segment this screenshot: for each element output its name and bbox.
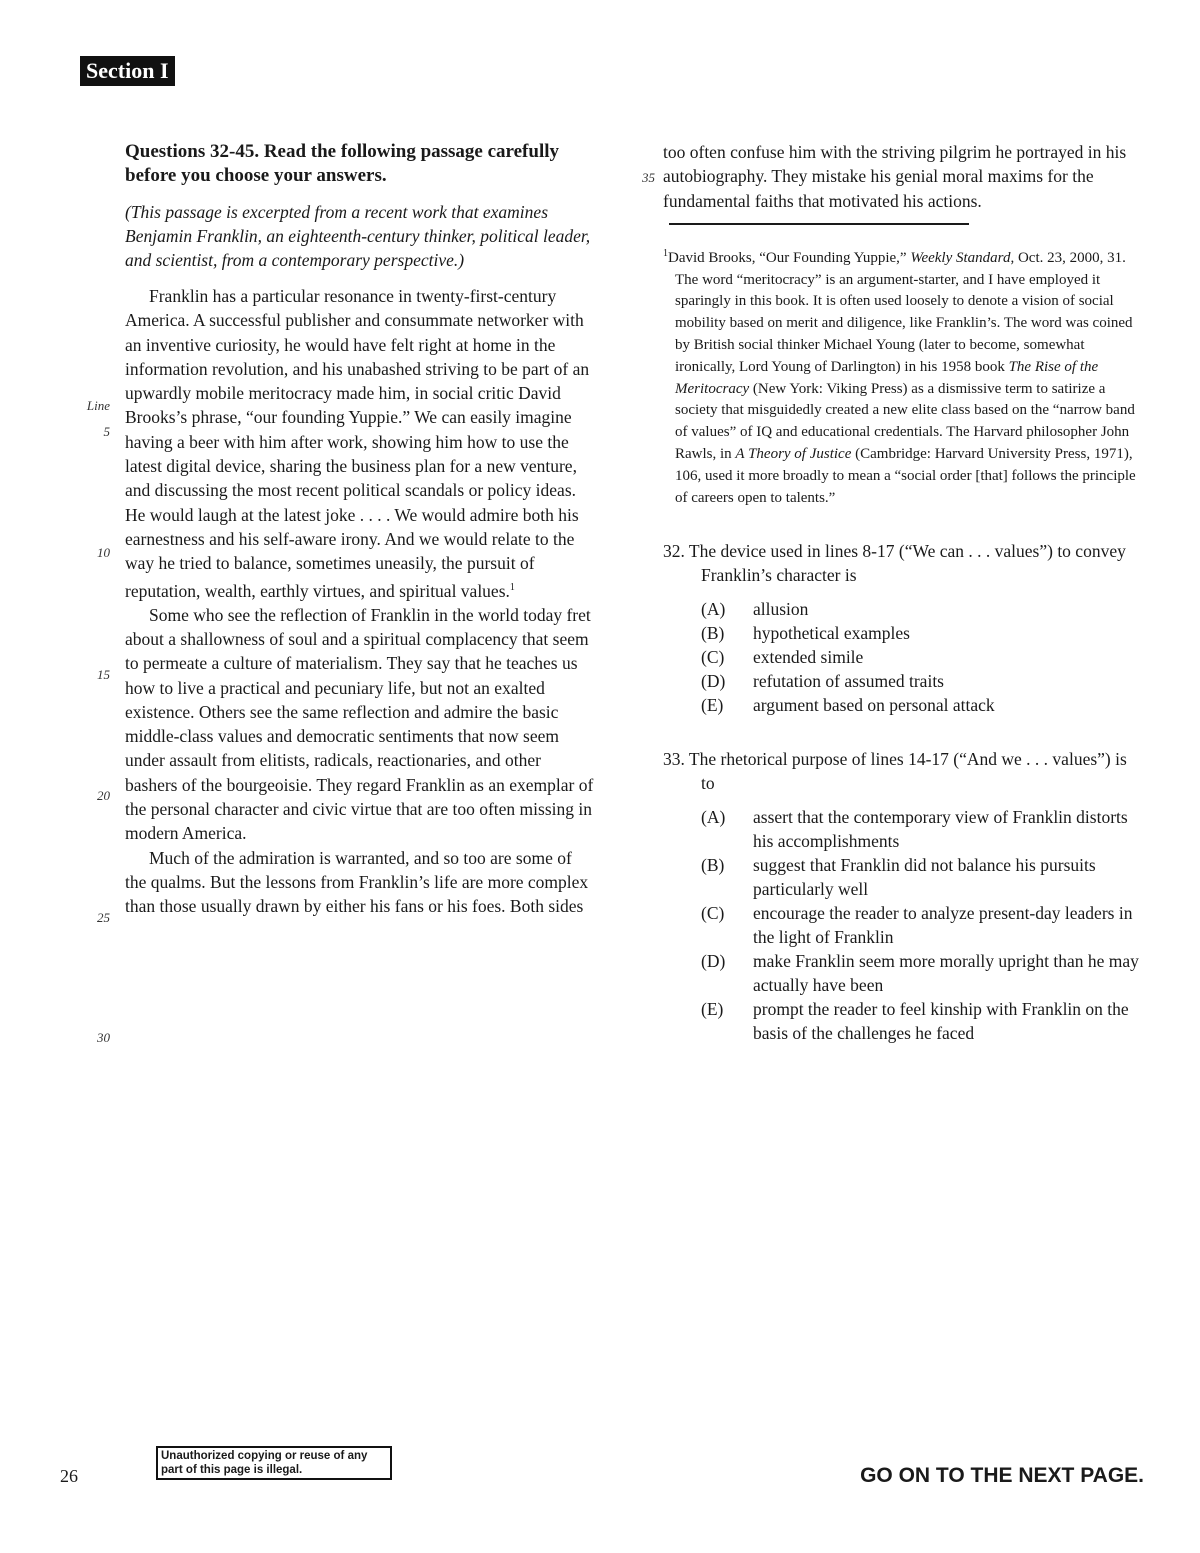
answer-choice[interactable]: [701, 621, 1143, 645]
answer-choice[interactable]: [701, 805, 1143, 853]
answer-choice[interactable]: [701, 901, 1143, 949]
choice-text: make Franklin seem more morally upright than he may actually have been: [753, 951, 1139, 996]
next-page-prompt: GO ON TO THE NEXT PAGE.: [860, 1464, 1144, 1487]
choice-letter: (E): [701, 695, 724, 716]
passage-column: [125, 140, 595, 919]
paragraph-text: Franklin has a particular resonance in twenty-first-century America. A successful publisher and consummate networker with an inventive curiosity, he would have felt right at home in the information revolution, and his unabashed striving to be part of an upwardly mobile meritocracy made him, in social critic David Brooks’s phrase, “our founding Yuppie.” We can easily imagine having a beer with him after work, showing him how to use the latest digital device, sharing the business plan for a new venture, and discussing the most recent political scandals or policy ideas. He would laugh at the latest joke . . . . We would admire both his earnestness and his self-aware irony. And we would relate to the way he tried to balance, sometimes uneasily, the pursuit of reputation, wealth, earthly virtues, and spiritual values.: [125, 286, 590, 601]
choice-text: hypothetical examples: [753, 623, 910, 644]
question-stem: 33. The rhetorical purpose of lines 14-17 (“And we . . . values”) is to: [663, 749, 1127, 794]
footnote-text: David Brooks, “Our Founding Yuppie,”: [668, 249, 911, 266]
choice-text: assert that the contemporary view of Franklin distorts his accomplishments: [753, 807, 1128, 852]
instructions: Questions 32-45. Read the following passage carefully before you choose your answers.: [125, 141, 560, 186]
answer-choice[interactable]: [701, 669, 1143, 693]
choice-text: suggest that Franklin did not balance his pursuits particularly well: [753, 855, 1096, 900]
passage-paragraph-2: Some who see the reflection of Franklin in the world today fret about a shallowness of soul and a spiritual complacency that seem to permeate a culture of materialism. They say that he teaches us how to live a practical and pecuniary life, but not an exalted existence. Others see the same reflection and admire the basic middle-class values and democratic sentiments that now seem under assault from elitists, radicals, reactionaries, and other bashers of the bourgeoisie. They regard Franklin as an exemplar of the personal character and civic virtue that are too often missing in modern America.: [125, 604, 594, 844]
passage-paragraph-3: Much of the admiration is warranted, and so too are some of the qualms. But the lessons from Franklin’s life are more complex than those usually drawn by either his fans or his foes. Both sides: [125, 847, 589, 917]
choice-text: argument based on personal attack: [753, 695, 995, 716]
choice-text: prompt the reader to feel kinship with Franklin on the basis of the challenges he faced: [753, 999, 1129, 1044]
choice-letter: (C): [701, 647, 725, 668]
choice-text: refutation of assumed traits: [753, 671, 944, 692]
footnote: [663, 243, 1143, 510]
question-32: [663, 539, 1143, 717]
choice-letter: (C): [701, 903, 725, 924]
passage-description: (This passage is excerpted from a recent work that examines Benjamin Franklin, an eighteenth-century thinker, political leader, and scientist, from a contemporary perspective.): [125, 202, 591, 270]
line-number: 25: [97, 910, 110, 925]
line-number: 20: [97, 788, 110, 803]
line-number: 5: [103, 424, 110, 439]
footnote-divider: [669, 223, 969, 225]
answer-choice[interactable]: [701, 997, 1143, 1045]
right-column: [663, 140, 1143, 1045]
footnote-number: 1: [663, 247, 668, 259]
choice-letter: (B): [701, 623, 725, 644]
passage-paragraph-1: [125, 284, 595, 603]
page-number: 26: [60, 1466, 78, 1486]
choice-letter: (B): [701, 855, 725, 876]
choice-letter: (D): [701, 951, 726, 972]
footnote-text: (New York: Viking Press) as a dismissive term to satirize a society that misguidedly created a new elite class based on the “narrow band of values” of IQ and educational credentials. The Harvard philosopher John Rawls, in: [675, 380, 1135, 463]
line-number: 30: [97, 1030, 110, 1045]
copyright-notice: Unauthorized copying or reuse of any part of this page is illegal.: [156, 1446, 392, 1480]
choice-letter: (E): [701, 999, 724, 1020]
footnote-book-title: A Theory of Justice: [735, 446, 852, 463]
answer-choice[interactable]: [701, 693, 1143, 717]
passage-continuation: too often confuse him with the striving pilgrim he portrayed in his autobiography. They mistake his genial moral maxims for the fundamental faiths that motivated his actions.: [663, 142, 1127, 211]
line-number: 10: [97, 545, 110, 560]
answer-choice[interactable]: [701, 949, 1143, 997]
question-33: [663, 747, 1143, 1045]
footnote-book-title: The Rise of the Meritocracy: [675, 358, 1099, 397]
line-number: 15: [97, 667, 110, 682]
answer-choices: [701, 597, 1143, 717]
answer-choice[interactable]: [701, 645, 1143, 669]
line-number: 35: [642, 170, 655, 185]
choice-letter: (D): [701, 671, 726, 692]
choice-text: allusion: [753, 599, 809, 620]
answer-choice[interactable]: [701, 597, 1143, 621]
footnote-text: , Oct. 23, 2000, 31. The word “meritocracy” is an argument-starter, and I have employed it sparingly in this book. It is often used loosely to denote a vision of social mobility based on merit and diligence, like Franklin’s. The word was coined by British social thinker Michael Young (later to become, somewhat ironically, Lord Young of Darlington) in his 1958 book: [675, 249, 1133, 375]
footnote-marker: 1: [509, 581, 515, 593]
footnote-journal: Weekly Standard: [910, 249, 1011, 266]
line-number: Line: [86, 398, 110, 413]
question-stem: 32. The device used in lines 8-17 (“We can . . . values”) to convey Franklin’s character is: [663, 541, 1126, 586]
choice-letter: (A): [701, 807, 726, 828]
answer-choices: [701, 805, 1143, 1045]
answer-choice[interactable]: [701, 853, 1143, 901]
choice-text: extended simile: [753, 647, 864, 668]
choice-letter: (A): [701, 599, 726, 620]
section-label: Section I: [80, 56, 175, 86]
footnote-text: (Cambridge: Harvard University Press, 1971), 106, used it more broadly to mean a “social order [that] follows the principle of careers open to talents.”: [675, 446, 1136, 506]
choice-text: encourage the reader to analyze present-day leaders in the light of Franklin: [753, 903, 1133, 948]
